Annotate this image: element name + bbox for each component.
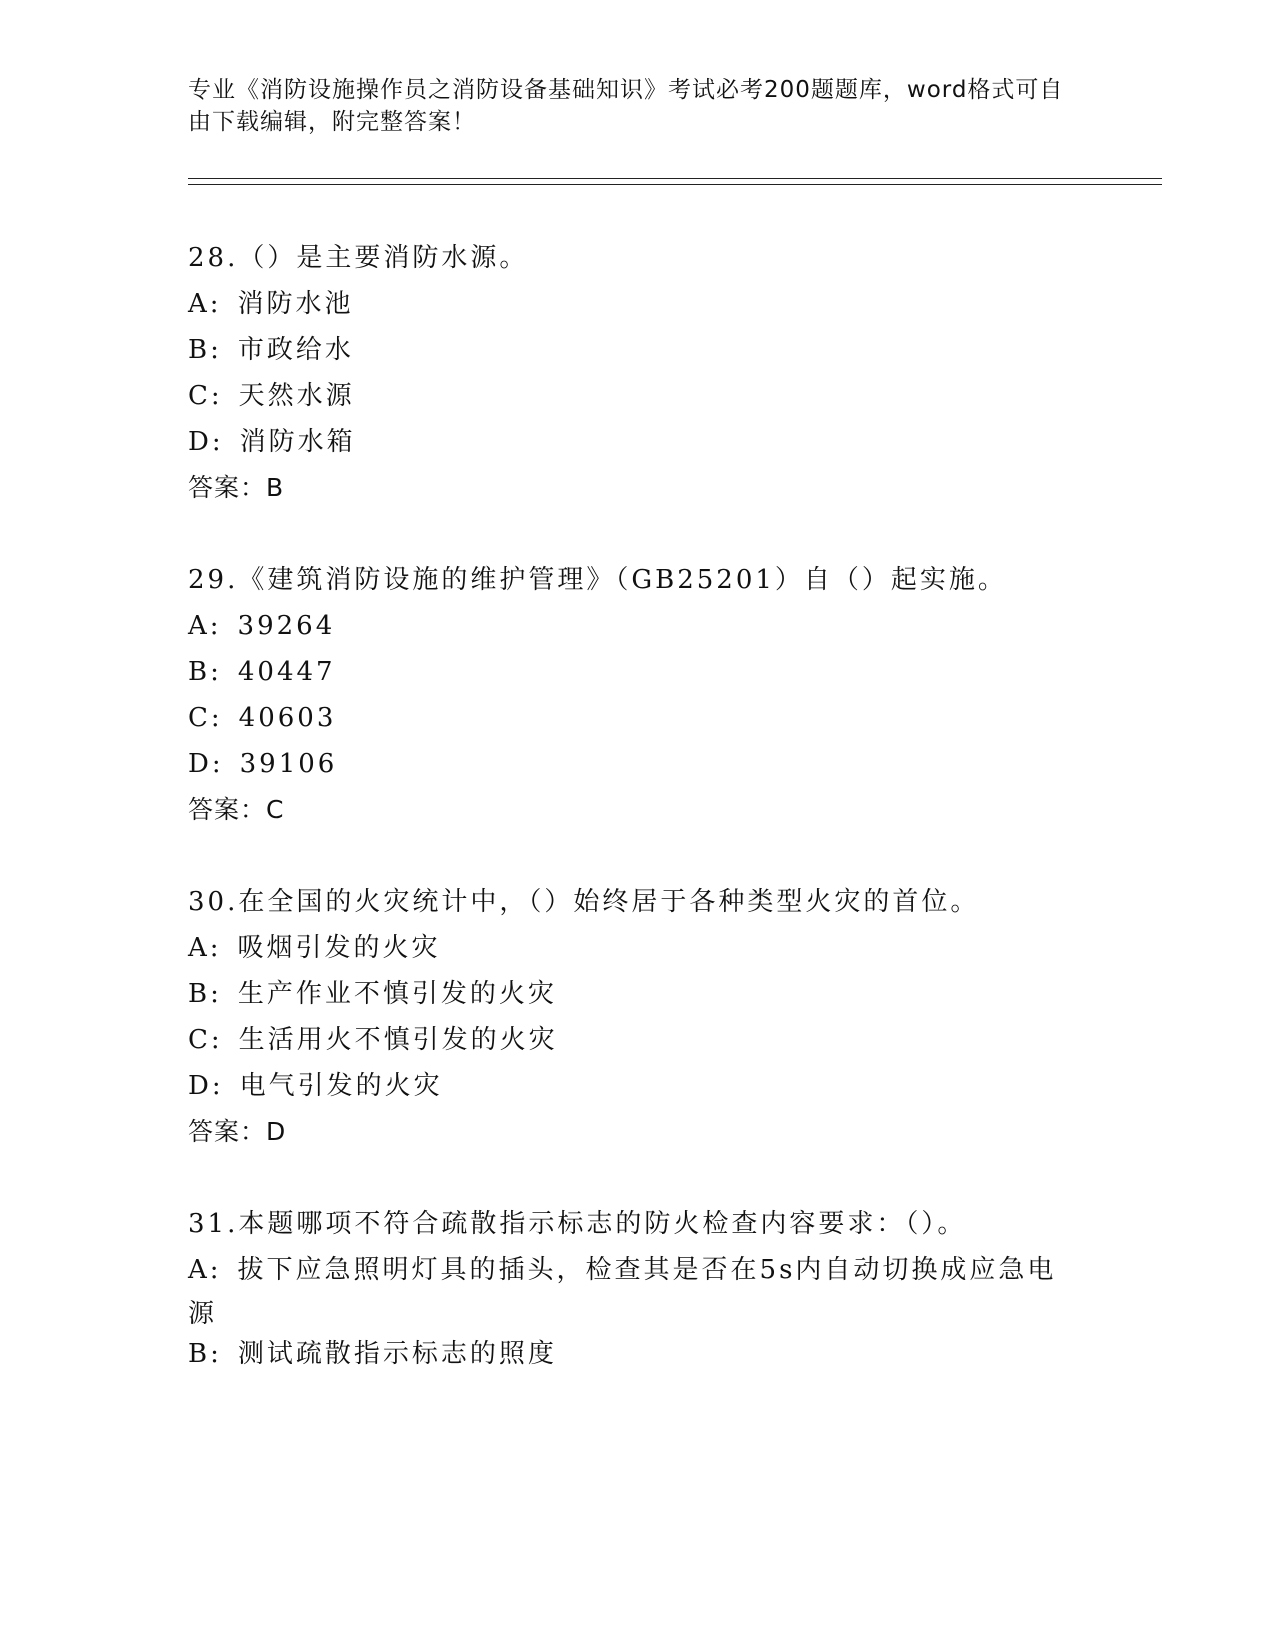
option-label: C: xyxy=(188,381,223,411)
question-29 xyxy=(188,564,1088,840)
option-text: 天然水源 xyxy=(238,381,355,411)
option-label: C: xyxy=(188,703,223,733)
option-c xyxy=(188,1024,1088,1070)
option-label: A: xyxy=(188,611,222,641)
option-text: 市政给水 xyxy=(237,335,354,365)
option-text: 40603 xyxy=(238,703,337,733)
option-b xyxy=(188,656,1088,702)
option-label: A: xyxy=(188,933,222,963)
question-stem: 30.在全国的火灾统计中，（）始终居于各种类型火灾的首位。 xyxy=(188,887,980,917)
answer-line: 答案：D xyxy=(188,1117,287,1146)
option-d xyxy=(188,748,1088,794)
answer-line: 答案：C xyxy=(188,795,285,824)
option-text: 电气引发的火灾 xyxy=(239,1071,443,1101)
option-label: B: xyxy=(188,657,222,687)
option-b xyxy=(188,1338,1088,1384)
option-label: B: xyxy=(188,1339,222,1369)
option-label: D: xyxy=(188,427,224,457)
question-stem: 31.本题哪项不符合疏散指示标志的防火检查内容要求：（）。 xyxy=(188,1209,967,1239)
question-stem: 28.（）是主要消防水源。 xyxy=(188,243,529,273)
header-divider-top xyxy=(188,178,1162,179)
question-stem: 29.《建筑消防设施的维护管理》（GB25201）自（）起实施。 xyxy=(188,565,1007,595)
answer-line: 答案：B xyxy=(188,473,285,502)
option-d xyxy=(188,426,1088,472)
header-divider-bottom xyxy=(188,184,1162,185)
option-text: 拔下应急照明灯具的插头，检查其是否在5s内自动切换成应急电源 xyxy=(188,1255,1057,1329)
option-label: A: xyxy=(188,1255,222,1285)
option-label: D: xyxy=(188,1071,224,1101)
option-b xyxy=(188,334,1088,380)
option-a xyxy=(188,610,1088,656)
document-header: 专业《消防设施操作员之消防设备基础知识》考试必考200题题库，word格式可自由下载编辑，附完整答案！ xyxy=(188,77,1064,135)
option-a xyxy=(188,932,1088,978)
option-label: B: xyxy=(188,335,222,365)
question-31 xyxy=(188,1208,1088,1384)
option-label: D: xyxy=(188,749,224,779)
option-text: 吸烟引发的火灾 xyxy=(237,933,441,963)
question-28 xyxy=(188,242,1088,518)
option-text: 消防水箱 xyxy=(239,427,356,457)
option-c xyxy=(188,380,1088,426)
option-a xyxy=(188,1248,1068,1336)
option-text: 39264 xyxy=(237,611,336,641)
option-c xyxy=(188,702,1088,748)
option-label: A: xyxy=(188,289,222,319)
option-text: 39106 xyxy=(239,749,338,779)
option-a xyxy=(188,288,1088,334)
option-text: 消防水池 xyxy=(237,289,354,319)
question-30 xyxy=(188,886,1088,1162)
option-text: 生产作业不慎引发的火灾 xyxy=(237,979,557,1009)
option-label: C: xyxy=(188,1025,223,1055)
option-text: 40447 xyxy=(237,657,336,687)
option-label: B: xyxy=(188,979,222,1009)
option-text: 测试疏散指示标志的照度 xyxy=(237,1339,557,1369)
option-b xyxy=(188,978,1088,1024)
option-text: 生活用火不慎引发的火灾 xyxy=(238,1025,558,1055)
option-d xyxy=(188,1070,1088,1116)
